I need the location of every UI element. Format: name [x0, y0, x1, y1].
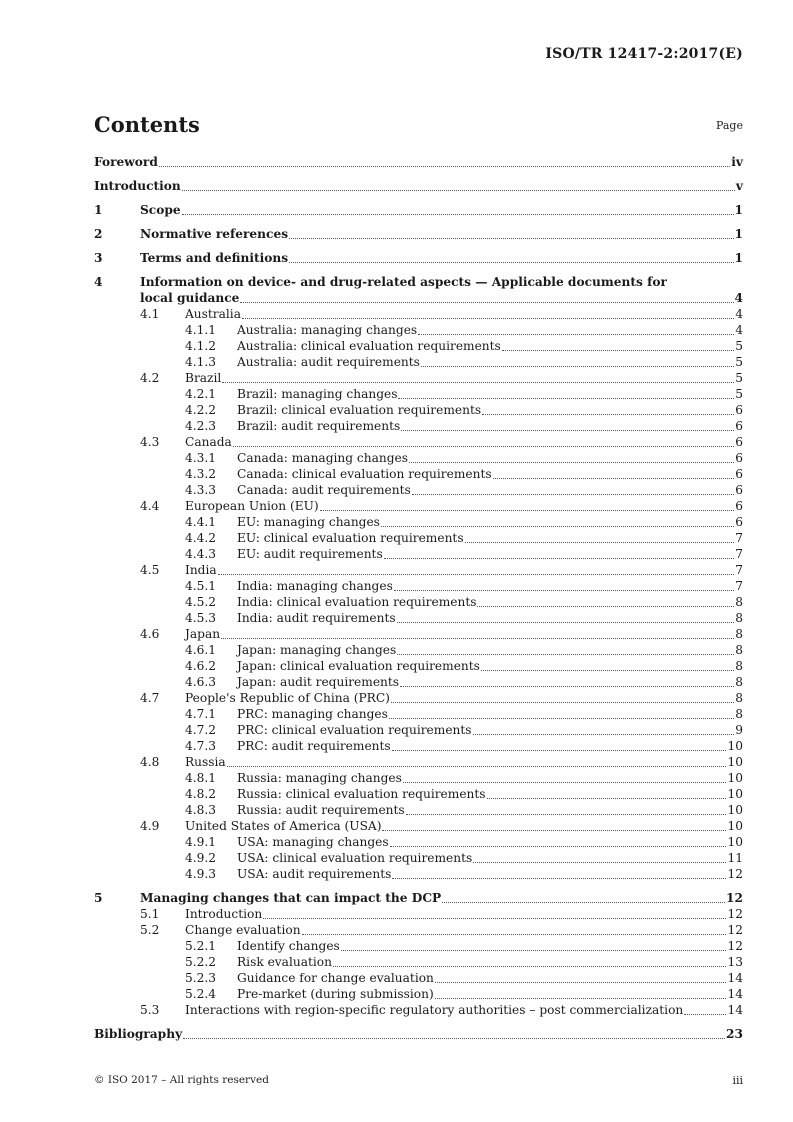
- toc-entry[interactable]: [94, 938, 743, 954]
- toc-entry[interactable]: [94, 890, 743, 906]
- toc-entry-number: 4.1.3: [185, 355, 217, 369]
- toc-entry[interactable]: [94, 642, 743, 658]
- dot-leader: [397, 622, 735, 623]
- toc-entry-number: 5.1: [140, 907, 160, 921]
- toc-entry-number: 5.3: [140, 1003, 160, 1017]
- toc-entry[interactable]: [94, 706, 743, 722]
- toc-entry-title: USA: clinical evaluation requirements: [237, 851, 473, 865]
- toc-entry-page: 5: [735, 339, 743, 353]
- toc-entry-page: 6: [735, 419, 743, 433]
- toc-entry-number: 4.2: [140, 371, 160, 385]
- dot-leader: [333, 966, 727, 967]
- toc-entry-number: 4.9.1: [185, 835, 217, 849]
- toc-entry-number: 4.1: [140, 307, 160, 321]
- dot-leader: [502, 350, 734, 351]
- toc-entry-number: 4.6.1: [185, 643, 217, 657]
- toc-entry-page: 8: [735, 691, 743, 705]
- toc-entry-page: 10: [727, 835, 743, 849]
- toc-entry-page: 7: [735, 579, 743, 593]
- document-id: ISO/TR 12417-2:2017(E): [545, 46, 743, 62]
- toc-entry-title: Identify changes: [237, 939, 340, 953]
- toc-entry-page: 6: [735, 451, 743, 465]
- toc-entry[interactable]: [94, 450, 743, 466]
- toc-entry-page: 8: [735, 595, 743, 609]
- dot-leader: [233, 446, 734, 447]
- toc-entry-page: 1: [734, 251, 743, 265]
- dot-leader: [384, 558, 735, 559]
- toc-entry-number: 4.2.3: [185, 419, 217, 433]
- toc-entry-title: Australia: audit requirements: [237, 355, 420, 369]
- dot-leader: [182, 190, 735, 191]
- toc-entry[interactable]: [94, 818, 743, 834]
- dot-leader: [289, 238, 733, 239]
- toc-entry[interactable]: [94, 482, 743, 498]
- toc-entry[interactable]: [94, 626, 743, 642]
- toc-entry[interactable]: [94, 1026, 743, 1042]
- toc-entry-page: 1: [734, 203, 743, 217]
- toc-entry[interactable]: [94, 866, 743, 882]
- toc-entry-number: 4.8.1: [185, 771, 217, 785]
- toc-entry-page: 8: [735, 707, 743, 721]
- dot-leader: [412, 494, 734, 495]
- toc-entry[interactable]: [94, 530, 743, 546]
- toc-entry-page: 10: [727, 755, 743, 769]
- toc-entry-page: 12: [727, 939, 743, 953]
- toc-entry[interactable]: [94, 986, 743, 1002]
- toc-entry-title: Foreword: [94, 155, 158, 169]
- toc-entry-number: 4.7.3: [185, 739, 217, 753]
- toc-entry-title: Brazil: managing changes: [237, 387, 398, 401]
- toc-entry[interactable]: [94, 178, 743, 194]
- toc-entry-page: 8: [735, 659, 743, 673]
- dot-leader: [159, 166, 730, 167]
- dot-leader: [222, 382, 734, 383]
- toc-entry[interactable]: [94, 370, 743, 386]
- toc-entry-title: Introduction: [94, 179, 181, 193]
- toc-entry[interactable]: [94, 954, 743, 970]
- dot-leader: [263, 918, 726, 919]
- toc-entry-title: Managing changes that can impact the DCP: [140, 891, 442, 905]
- toc-entry[interactable]: [94, 770, 743, 786]
- toc-entry[interactable]: [94, 922, 743, 938]
- dot-leader: [390, 846, 727, 847]
- toc-entry-page: 7: [735, 563, 743, 577]
- toc-entry[interactable]: [94, 354, 743, 370]
- toc-entry-title: Australia: clinical evaluation requirements: [237, 339, 501, 353]
- toc-entry-number: 4.3.2: [185, 467, 217, 481]
- toc-entry[interactable]: [94, 514, 743, 530]
- toc-entry-number: 4.9.2: [185, 851, 217, 865]
- toc-entry-title: India: [185, 563, 217, 577]
- dot-leader: [227, 766, 727, 767]
- toc-entry-title: Australia: managing changes: [237, 323, 418, 337]
- toc-entry[interactable]: [94, 850, 743, 866]
- toc-entry-number: 4.8.3: [185, 803, 217, 817]
- toc-entry-title: Russia: clinical evaluation requirements: [237, 787, 486, 801]
- dot-leader: [409, 462, 734, 463]
- dot-leader: [421, 366, 734, 367]
- toc-entry[interactable]: [94, 434, 743, 450]
- toc-entry-page: 6: [735, 499, 743, 513]
- toc-entry-title: Australia: [185, 307, 241, 321]
- toc-entry[interactable]: [94, 834, 743, 850]
- toc-entry[interactable]: [94, 562, 743, 578]
- toc-entry-number: 4.2.2: [185, 403, 217, 417]
- toc-entry-number: 4.9.3: [185, 867, 217, 881]
- toc-entry-number: 4.2.1: [185, 387, 217, 401]
- dot-leader: [391, 702, 734, 703]
- toc-entry-number: 4.5.2: [185, 595, 217, 609]
- toc-entry[interactable]: [94, 306, 743, 322]
- toc-entry[interactable]: [94, 402, 743, 418]
- toc-entry-title: Canada: managing changes: [237, 451, 408, 465]
- toc-entry-page: 14: [727, 987, 743, 1001]
- toc-entry[interactable]: [94, 338, 743, 354]
- dot-leader: [403, 782, 727, 783]
- toc-entry-number: 3: [94, 251, 103, 265]
- toc-entry[interactable]: [94, 594, 743, 610]
- toc-entry-number: 4.3.3: [185, 483, 217, 497]
- dot-leader: [183, 1038, 725, 1039]
- toc-entry-page: 13: [727, 955, 743, 969]
- dot-leader: [487, 798, 727, 799]
- dot-leader: [320, 510, 735, 511]
- toc-entry[interactable]: [94, 386, 743, 402]
- copyright-notice: © ISO 2017 – All rights reserved: [94, 1074, 269, 1086]
- toc-entry-page: 6: [735, 483, 743, 497]
- toc-entry-page: 7: [735, 547, 743, 561]
- toc-entry-number: 4.5.3: [185, 611, 217, 625]
- dot-leader: [392, 878, 726, 879]
- toc-entry-title: European Union (EU): [185, 499, 319, 513]
- page-title: Contents: [94, 112, 200, 137]
- toc-entry-number: 4.8.2: [185, 787, 217, 801]
- dot-leader: [473, 734, 735, 735]
- toc-entry-page: 5: [735, 355, 743, 369]
- toc-entry-page: 12: [727, 907, 743, 921]
- toc-entry-page: 10: [727, 787, 743, 801]
- dot-leader: [400, 686, 734, 687]
- toc-entry[interactable]: [94, 418, 743, 434]
- dot-leader: [493, 478, 735, 479]
- toc-entry-title: EU: managing changes: [237, 515, 380, 529]
- dot-leader: [242, 318, 734, 319]
- toc-entry[interactable]: [94, 250, 743, 266]
- toc-entry-title: People's Republic of China (PRC): [185, 691, 390, 705]
- toc-entry-page: 10: [727, 803, 743, 817]
- toc-entry-number: 5.2: [140, 923, 160, 937]
- toc-entry-title: Japan: audit requirements: [237, 675, 400, 689]
- toc-entry-number: 4.5: [140, 563, 160, 577]
- toc-entry-title-continued: local guidance: [140, 291, 240, 305]
- toc-entry-title: EU: audit requirements: [237, 547, 383, 561]
- toc-entry-page: 8: [735, 675, 743, 689]
- toc-entry-title: Brazil: [185, 371, 222, 385]
- toc-entry-title: India: audit requirements: [237, 611, 396, 625]
- toc-entry-number: 4: [94, 275, 103, 289]
- dot-leader: [435, 982, 727, 983]
- toc-entry-number: 4.7.2: [185, 723, 217, 737]
- toc-entry-page: 4: [735, 323, 743, 337]
- toc-entry-page: 14: [727, 971, 743, 985]
- toc-entry-number: 2: [94, 227, 103, 241]
- toc-entry-page: 4: [734, 291, 743, 305]
- toc-entry-title: Canada: clinical evaluation requirements: [237, 467, 492, 481]
- toc-entry-page: 10: [727, 819, 743, 833]
- dot-leader: [418, 334, 734, 335]
- dot-leader: [394, 590, 734, 591]
- toc-entry-number: 4.9: [140, 819, 160, 833]
- toc-entry[interactable]: [94, 1002, 743, 1018]
- toc-entry-number: 4.4.1: [185, 515, 217, 529]
- toc-entry-title: United States of America (USA): [185, 819, 382, 833]
- toc-entry[interactable]: [94, 690, 743, 706]
- toc-entry-number: 4.6.3: [185, 675, 217, 689]
- toc-entry-number: 4.8: [140, 755, 160, 769]
- toc-entry[interactable]: [94, 498, 743, 514]
- toc-entry-title: Information on device- and drug-related aspects — Applicable documents for: [140, 275, 667, 289]
- toc-entry[interactable]: [94, 610, 743, 626]
- toc-entry-page: 8: [735, 627, 743, 641]
- toc-entry-number: 4.6.2: [185, 659, 217, 673]
- toc-entry-title: PRC: managing changes: [237, 707, 388, 721]
- page-number: iii: [732, 1074, 743, 1087]
- toc-entry-page: 6: [735, 467, 743, 481]
- dot-leader: [442, 902, 725, 903]
- dot-leader: [684, 1014, 726, 1015]
- toc-entry[interactable]: [94, 322, 743, 338]
- dot-leader: [341, 950, 727, 951]
- dot-leader: [397, 654, 734, 655]
- toc-entry-page: 12: [727, 923, 743, 937]
- toc-entry-page: 5: [735, 371, 743, 385]
- toc-entry[interactable]: [94, 906, 743, 922]
- toc-entry-number: 5: [94, 891, 103, 905]
- toc-entry-title: India: managing changes: [237, 579, 393, 593]
- dot-leader: [221, 638, 734, 639]
- toc-entry[interactable]: [94, 754, 743, 770]
- toc-entry[interactable]: [94, 786, 743, 802]
- toc-entry[interactable]: [94, 274, 743, 306]
- toc-entry-title: Russia: audit requirements: [237, 803, 405, 817]
- toc-entry-number: 4.4: [140, 499, 160, 513]
- toc-entry-page: 12: [726, 891, 743, 905]
- toc-entry-title: PRC: clinical evaluation requirements: [237, 723, 472, 737]
- dot-leader: [289, 262, 733, 263]
- toc-entry-number: 5.2.4: [185, 987, 217, 1001]
- toc-entry-number: 1: [94, 203, 103, 217]
- dot-leader: [240, 302, 733, 303]
- page-column-label: Page: [715, 119, 743, 132]
- toc-entry-page: v: [735, 179, 743, 193]
- dot-leader: [389, 718, 734, 719]
- toc-entry[interactable]: [94, 546, 743, 562]
- toc-entry-number: 4.7.1: [185, 707, 217, 721]
- toc-entry-title: Japan: managing changes: [237, 643, 397, 657]
- toc-entry-number: 5.2.2: [185, 955, 217, 969]
- toc-entry-number: 4.4.2: [185, 531, 217, 545]
- toc-entry[interactable]: [94, 202, 743, 218]
- toc-entry[interactable]: [94, 466, 743, 482]
- toc-entry[interactable]: [94, 674, 743, 690]
- toc-entry-title: USA: managing changes: [237, 835, 389, 849]
- toc-entry[interactable]: [94, 970, 743, 986]
- toc-entry-page: iv: [731, 155, 743, 169]
- toc-entry-title: India: clinical evaluation requirements: [237, 595, 477, 609]
- toc-entry-title: Scope: [140, 203, 181, 217]
- toc-entry-title: EU: clinical evaluation requirements: [237, 531, 464, 545]
- toc-entry-title: Brazil: clinical evaluation requirements: [237, 403, 482, 417]
- toc-entry-title: Risk evaluation: [237, 955, 332, 969]
- toc-entry[interactable]: [94, 658, 743, 674]
- dot-leader: [477, 606, 734, 607]
- toc-entry-number: 4.5.1: [185, 579, 217, 593]
- toc-entry-number: 4.1.2: [185, 339, 217, 353]
- toc-entry-page: 10: [727, 771, 743, 785]
- toc-entry-title: PRC: audit requirements: [237, 739, 391, 753]
- toc-entry-page: 7: [735, 531, 743, 545]
- dot-leader: [406, 814, 727, 815]
- toc-entry-title: Change evaluation: [185, 923, 301, 937]
- toc-entry-title: Japan: [185, 627, 221, 641]
- toc-entry-page: 5: [735, 387, 743, 401]
- toc-entry-title: Bibliography: [94, 1027, 183, 1041]
- dot-leader: [392, 750, 727, 751]
- dot-leader: [381, 526, 734, 527]
- toc-entry-title: USA: audit requirements: [237, 867, 392, 881]
- toc-entry-number: 4.4.3: [185, 547, 217, 561]
- toc-entry-page: 8: [735, 643, 743, 657]
- toc-entry[interactable]: [94, 738, 743, 754]
- dot-leader: [398, 398, 734, 399]
- toc-entry-page: 10: [727, 739, 743, 753]
- toc-entry-title: Japan: clinical evaluation requirements: [237, 659, 480, 673]
- toc-entry-page: 12: [727, 867, 743, 881]
- toc-entry-page: 6: [735, 435, 743, 449]
- dot-leader: [218, 574, 735, 575]
- toc-entry-title: Interactions with region-specific regulatory authorities – post commercialization: [185, 1003, 684, 1017]
- toc-entry-page: 14: [727, 1003, 743, 1017]
- toc-entry-page: 9: [735, 723, 743, 737]
- toc-entry-number: 5.2.3: [185, 971, 217, 985]
- toc-entry-title: Canada: audit requirements: [237, 483, 411, 497]
- dot-leader: [182, 214, 734, 215]
- toc-entry-page: 1: [734, 227, 743, 241]
- toc-entry-title: Russia: [185, 755, 226, 769]
- toc-entry-number: 4.3.1: [185, 451, 217, 465]
- dot-leader: [465, 542, 735, 543]
- toc-entry-title: Introduction: [185, 907, 263, 921]
- dot-leader: [435, 998, 727, 999]
- dot-leader: [481, 670, 734, 671]
- table-of-contents: [94, 154, 743, 1042]
- toc-entry-number: 5.2.1: [185, 939, 217, 953]
- toc-entry-title: Brazil: audit requirements: [237, 419, 401, 433]
- toc-entry-title: Russia: managing changes: [237, 771, 402, 785]
- toc-entry-number: 4.1.1: [185, 323, 217, 337]
- toc-entry-number: 4.7: [140, 691, 160, 705]
- toc-entry[interactable]: [94, 802, 743, 818]
- dot-leader: [482, 414, 734, 415]
- toc-entry[interactable]: [94, 226, 743, 242]
- toc-entry[interactable]: [94, 154, 743, 170]
- toc-entry-number: 4.3: [140, 435, 160, 449]
- toc-entry-number: 4.6: [140, 627, 160, 641]
- toc-entry-page: 6: [735, 515, 743, 529]
- toc-entry-title: Terms and definitions: [140, 251, 289, 265]
- dot-leader: [401, 430, 734, 431]
- toc-entry-page: 6: [735, 403, 743, 417]
- toc-entry-page: 8: [735, 611, 743, 625]
- toc-entry-page: 4: [735, 307, 743, 321]
- toc-entry-page: 11: [727, 851, 743, 865]
- toc-entry[interactable]: [94, 578, 743, 594]
- dot-leader: [473, 862, 726, 863]
- toc-entry-title: Normative references: [140, 227, 289, 241]
- dot-leader: [302, 934, 727, 935]
- toc-entry[interactable]: [94, 722, 743, 738]
- toc-entry-page: 23: [726, 1027, 743, 1041]
- toc-entry-title: Canada: [185, 435, 232, 449]
- toc-entry-title: Guidance for change evaluation: [237, 971, 434, 985]
- dot-leader: [382, 830, 726, 831]
- toc-entry-title: Pre-market (during submission): [237, 987, 434, 1001]
